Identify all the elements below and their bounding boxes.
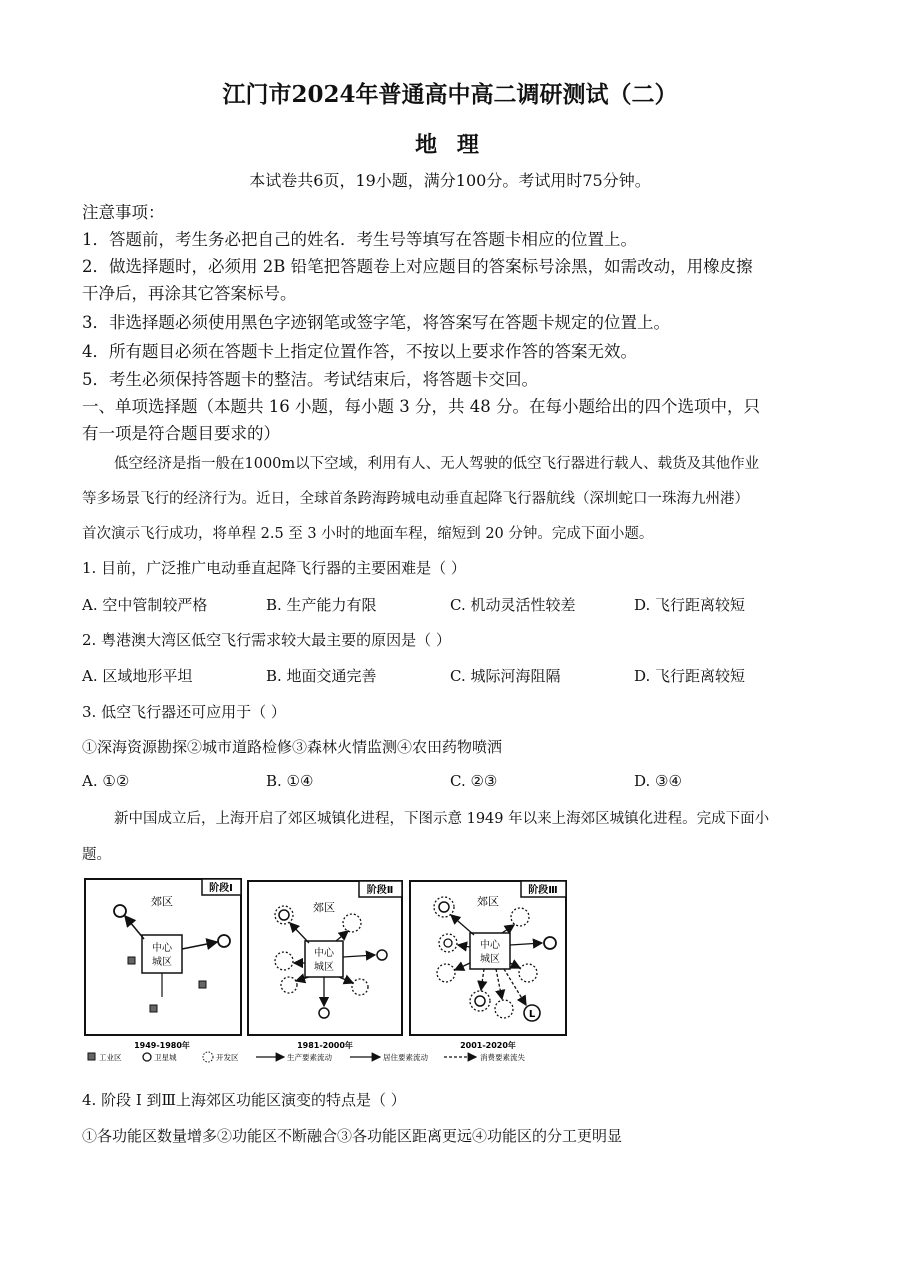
svg-text:阶段Ⅲ: 阶段Ⅲ — [528, 885, 558, 896]
svg-text:城区: 城区 — [314, 962, 334, 973]
note-item: 3．非选择题必须使用黑色字迹钢笔或签字笔，将答案写在答题卡规定的位置上。 — [82, 313, 670, 332]
svg-text:工业区: 工业区 — [99, 1053, 122, 1062]
section-heading: 一、单项选择题（本题共 16 小题，每小题 3 分，共 48 分。在每小题给出的四个选项中，只 — [82, 397, 760, 416]
stage-label: 阶段Ⅱ — [366, 885, 394, 896]
industrial-zone — [128, 957, 135, 964]
stage-2-panel — [248, 881, 402, 1050]
option-d: D. 飞行距离较短 — [634, 596, 746, 614]
option-a: A. 空中管制较严格 — [82, 596, 208, 614]
subject-title: 地 理 — [415, 132, 485, 158]
note-item: 4．所有题目必须在答题卡上指定位置作答，不按以上要求作答的答案无效。 — [82, 342, 637, 361]
satellite-city — [218, 935, 230, 947]
satellite-city — [114, 905, 126, 917]
question-stem: 2. 粤港澳大湾区低空飞行需求较大最主要的原因是（ ） — [82, 631, 451, 649]
option-a: A. ①② — [82, 772, 130, 790]
svg-text:卫星城: 卫星城 — [154, 1053, 177, 1062]
svg-text:中心: 中心 — [480, 940, 500, 951]
note-item: 5．考生必须保持答题卡的整洁。考试结束后，将答题卡交回。 — [82, 370, 538, 389]
svg-text:居住要素流动: 居住要素流动 — [383, 1053, 428, 1062]
stage-label: 阶段Ⅰ — [209, 883, 233, 894]
svg-text:2001-2020年: 2001-2020年 — [460, 1041, 516, 1050]
svg-text:郊区: 郊区 — [477, 895, 499, 908]
svg-text:1981-2000年: 1981-2000年 — [297, 1041, 353, 1050]
passage-line: 题。 — [82, 847, 111, 863]
option-d: D. 飞行距离较短 — [634, 667, 746, 685]
svg-text:消费要素流失: 消费要素流失 — [480, 1053, 525, 1062]
option-b: B. 地面交通完善 — [266, 667, 377, 685]
option-d: D. ③④ — [634, 772, 682, 790]
center-label: 中心 — [152, 943, 172, 954]
passage-line: 等多场景飞行的经济行为。近日，全球首条跨海跨城电动垂直起降飞行器航线（深圳蛇口一珠海九州港） — [82, 491, 749, 507]
note-item: 1．答题前，考生务必把自己的姓名．考生号等填写在答题卡相应的位置上。 — [82, 230, 637, 249]
question-stem: 4. 阶段 I 到Ⅲ上海郊区功能区演变的特点是（ ） — [82, 1091, 406, 1109]
question-items: ①深海资源勘探②城市道路检修③森林火情监测④农田药物喷洒 — [82, 738, 503, 756]
suburban-urbanization-figure — [84, 877, 568, 1067]
svg-text:中心: 中心 — [314, 948, 334, 959]
industrial-zone — [150, 1005, 157, 1012]
industrial-zone — [199, 981, 206, 988]
question-stem: 3. 低空飞行器还可应用于（ ） — [82, 703, 286, 721]
note-item: 2．做选择题时，必须用 2B 铅笔把答题卷上对应题目的答案标号涂黑，如需改动，用橡皮擦 — [82, 257, 753, 276]
option-c: C. 城际河海阻隔 — [450, 667, 561, 685]
question-stem: 1. 目前，广泛推广电动垂直起降飞行器的主要困难是（ ） — [82, 559, 466, 577]
figure-legend — [88, 1052, 525, 1062]
svg-text:开发区: 开发区 — [216, 1053, 239, 1062]
option-c: C. ②③ — [450, 772, 498, 790]
svg-text:城区: 城区 — [480, 954, 500, 965]
option-a: A. 区域地形平坦 — [82, 667, 193, 685]
period-label: 1949-1980年 — [134, 1041, 190, 1050]
svg-text:生产要素流动: 生产要素流动 — [287, 1053, 332, 1062]
notes-heading: 注意事项： — [82, 203, 165, 222]
section-heading-cont: 有一项是符合题目要求的） — [82, 424, 280, 443]
suburb-label: 郊区 — [151, 895, 173, 908]
option-b: B. ①④ — [266, 772, 314, 790]
stage-1-panel — [85, 879, 241, 1050]
suburb-label: 郊区 — [313, 901, 335, 914]
svg-text:L: L — [528, 1009, 536, 1020]
passage-line: 低空经济是指一般在1000m以下空域，利用有人、无人驾驶的低空飞行器进行载人、载货及其他作业 — [114, 456, 760, 472]
passage-line: 新中国成立后，上海开启了郊区城镇化进程，下图示意 1949 年以来上海郊区城镇化进程。完成下面小 — [114, 811, 770, 827]
exam-title: 江门市2024年普通高中高二调研测试（二） — [222, 81, 678, 108]
exam-info: 本试卷共6页，19小题，满分100分。考试用时75分钟。 — [249, 171, 651, 190]
option-b: B. 生产能力有限 — [266, 596, 377, 614]
question-items: ①各功能区数量增多②功能区不断融合③各功能区距离更远④功能区的分工更明显 — [82, 1127, 623, 1145]
note-item: 干净后，再涂其它答案标号。 — [82, 284, 297, 303]
passage-line: 首次演示飞行成功，将单程 2.5 至 3 小时的地面车程，缩短到 20 分钟。完成下面小题。 — [82, 526, 654, 542]
option-c: C. 机动灵活性较差 — [450, 596, 576, 614]
stage-3-panel — [410, 881, 566, 1050]
center-label: 城区 — [152, 957, 172, 968]
